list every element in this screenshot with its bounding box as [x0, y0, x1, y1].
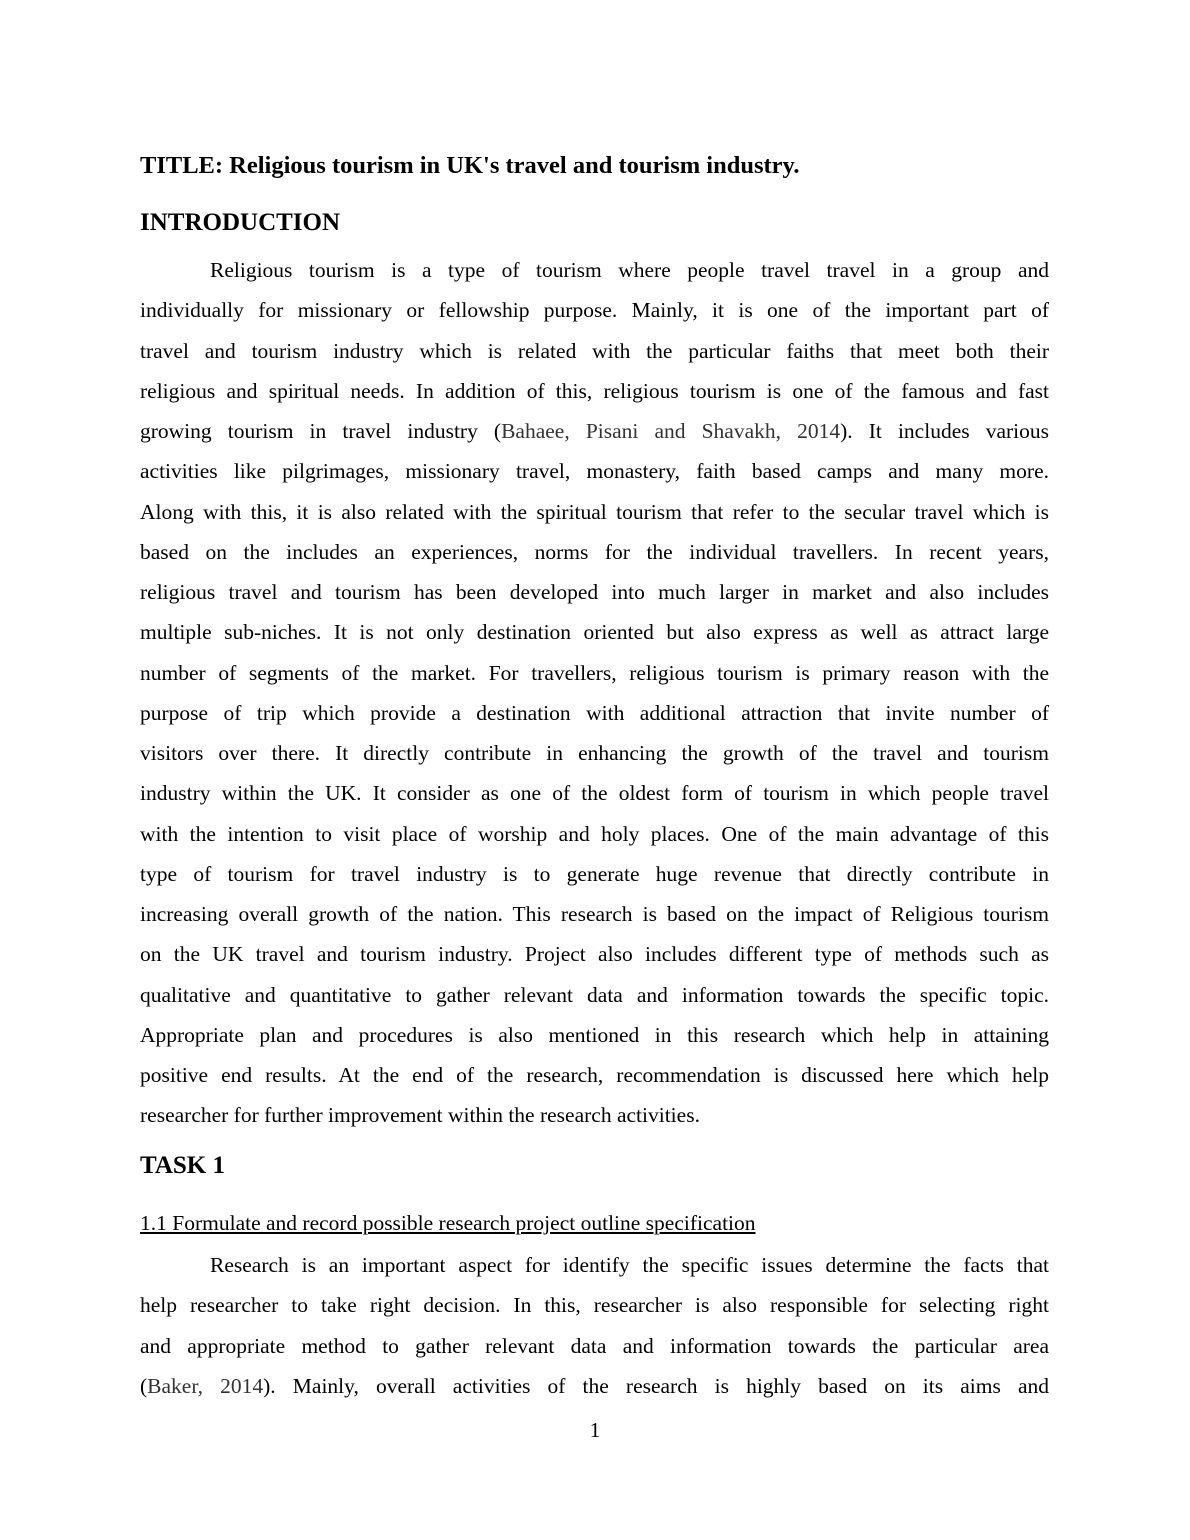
text-line: help researcher to take right decision. In this, researcher is also responsible for selecting right — [140, 1293, 1049, 1318]
text-line: with the intention to visit place of worship and holy places. One of the main advantage of this — [140, 821, 1049, 846]
page-number: 1 — [589, 1418, 601, 1442]
text-line: industry within the UK. It consider as one of the oldest form of tourism in which people travel — [140, 781, 1049, 806]
text-line: Along with this, it is also related with the spiritual tourism that refer to the secular travel which is — [140, 499, 1049, 524]
document-title: TITLE: Religious tourism in UK's travel and tourism industry. — [140, 152, 800, 179]
text-line: activities like pilgrimages, missionary travel, monastery, faith based camps and many more. — [140, 459, 1049, 484]
section-1-1-subheading: 1.1 Formulate and record possible research project outline specification — [140, 1211, 756, 1235]
text-line: Religious tourism is a type of tourism where people travel travel in a group and — [210, 258, 1049, 282]
text-line: and appropriate method to gather relevant data and information towards the particular area — [140, 1333, 1049, 1358]
text-line: qualitative and quantitative to gather relevant data and information towards the specific topic. — [140, 982, 1049, 1007]
text-line: type of tourism for travel industry is to generate huge revenue that directly contribute in — [140, 861, 1049, 886]
text-line: visitors over there. It directly contribute in enhancing the growth of the travel and tourism — [140, 741, 1049, 765]
text-line: increasing overall growth of the nation. This research is based on the impact of Religious tourism — [140, 902, 1049, 926]
task-1-heading: TASK 1 — [140, 1152, 225, 1179]
text-line: positive end results. At the end of the research, recommendation is discussed here which help — [140, 1063, 1049, 1087]
text-line: number of segments of the market. For travellers, religious tourism is primary reason with the — [140, 660, 1049, 685]
text-line: travel and tourism industry which is related with the particular faiths that meet both their — [140, 338, 1049, 363]
introduction-heading: INTRODUCTION — [140, 209, 341, 236]
text-line: individually for missionary or fellowship purpose. Mainly, it is one of the important part of — [140, 298, 1049, 323]
text-line: (Baker, 2014). Mainly, overall activities of the research is highly based on its aims and — [140, 1373, 1049, 1398]
text-line: religious and spiritual needs. In addition of this, religious tourism is one of the famous and fast — [140, 378, 1049, 403]
text-line: based on the includes an experiences, norms for the individual travellers. In recent years, — [140, 539, 1049, 564]
task-1-paragraph — [140, 1245, 1049, 1406]
text-line: Appropriate plan and procedures is also mentioned in this research which help in attaining — [140, 1022, 1049, 1047]
text-line: Research is an important aspect for identify the specific issues determine the facts that — [210, 1253, 1049, 1277]
citation: Baker, 2014 — [147, 1373, 264, 1398]
text-line: growing tourism in travel industry (Bahaee, Pisani and Shavakh, 2014). It includes various — [140, 419, 1049, 443]
text-line: multiple sub-niches. It is not only destination oriented but also express as well as attract large — [140, 620, 1049, 645]
citation: Bahaee, Pisani and Shavakh, 2014 — [501, 419, 841, 443]
text-line: purpose of trip which provide a destination with additional attraction that invite number of — [140, 700, 1049, 725]
text-line: researcher for further improvement within the research activities. — [140, 1103, 700, 1128]
text-line: on the UK travel and tourism industry. Project also includes different type of methods such as — [140, 942, 1049, 967]
introduction-paragraph — [140, 250, 1049, 1136]
text-line: religious travel and tourism has been developed into much larger in market and also includes — [140, 580, 1049, 604]
